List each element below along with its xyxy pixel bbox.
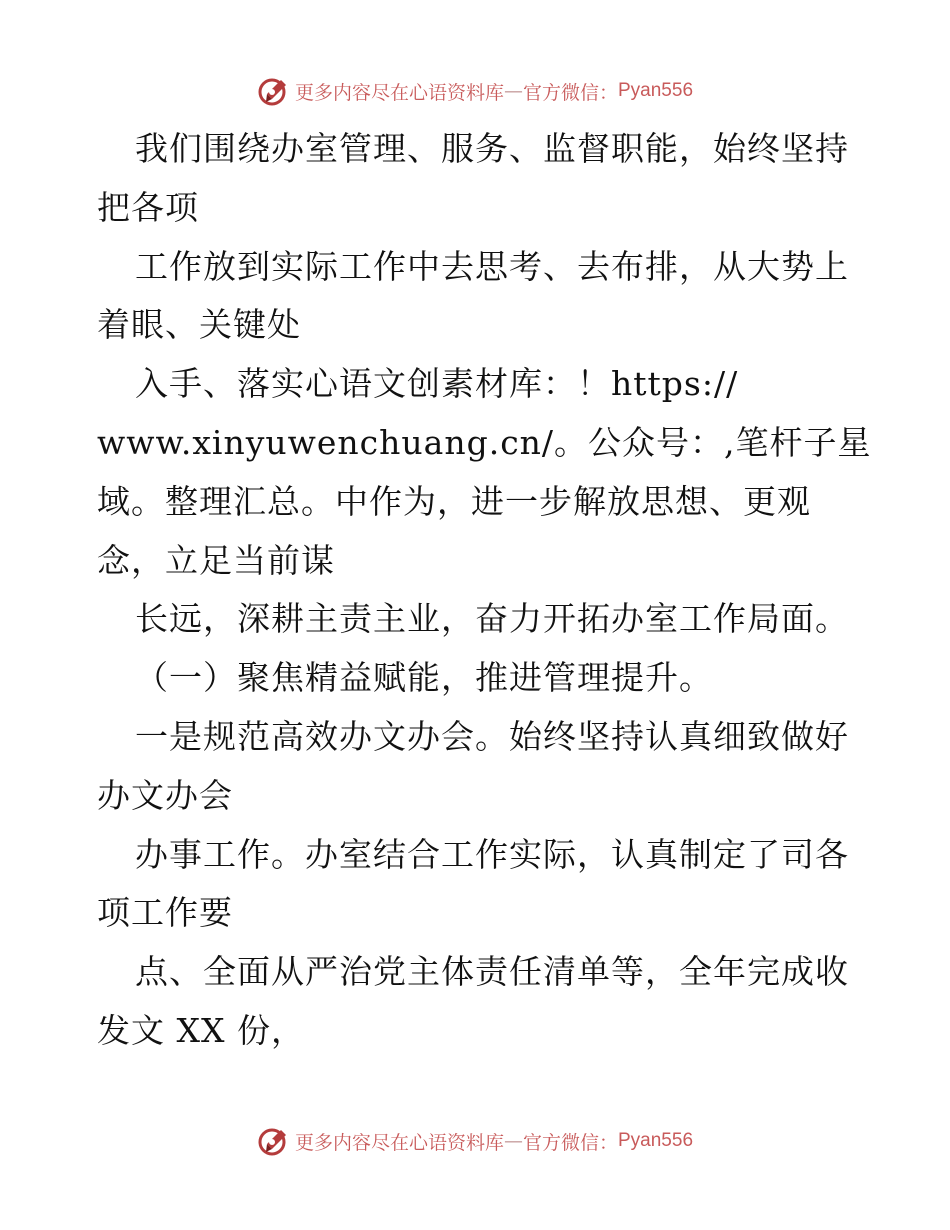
- banner-site-text: 更多内容尽在心语资料库: [294, 81, 504, 104]
- pen-nib-circle-icon: [257, 74, 291, 108]
- document-body: [97, 120, 872, 1061]
- body-line: 一是规范高效办文办会。始终坚持认真细致做好: [135, 716, 849, 756]
- body-line: 我们围绕办室管理、服务、监督职能，始终坚持: [135, 129, 849, 168]
- banner-official-label: 官方微信：: [522, 81, 618, 104]
- footer-banner[interactable]: [0, 1121, 950, 1161]
- header-banner[interactable]: [0, 71, 950, 111]
- banner-dash: —: [503, 1130, 523, 1152]
- banner-dash: —: [503, 80, 523, 102]
- body-line: 长远，深耕主责主业，奋力开拓办室工作局面。: [135, 599, 849, 639]
- body-line: 办事工作。办室结合工作实际，认真制定了司各: [135, 834, 849, 874]
- banner-wechat-id: Pyan556: [618, 1130, 694, 1151]
- body-line: 工作放到实际工作中去思考、去布排，从大势上: [135, 246, 849, 286]
- banner-site-text: 更多内容尽在心语资料库: [294, 1131, 504, 1154]
- body-line: 着眼、关键处: [97, 305, 301, 345]
- banner-official-label: 官方微信：: [522, 1131, 618, 1154]
- body-line: 点、全面从严治党主体责任清单等，全年完成收: [135, 952, 849, 992]
- body-line: 把各项: [97, 187, 199, 227]
- body-line: 发文 XX 份，: [97, 1010, 305, 1050]
- banner-wechat-id: Pyan556: [618, 80, 694, 101]
- body-line: 入手、落实心语文创素材库：！https://: [135, 364, 739, 404]
- body-line: 域。整理汇总。中作为，进一步解放思想、更观: [97, 481, 811, 521]
- body-line: www.xinyuwenchuang.cn/。公众号：,笔杆子星: [97, 422, 872, 462]
- pen-nib-circle-icon: [257, 1124, 291, 1158]
- section-heading: （一）聚焦精益赋能，推进管理提升。: [135, 658, 713, 698]
- body-line: 项工作要: [97, 893, 233, 933]
- body-line: 念，立足当前谋: [97, 540, 335, 580]
- body-line: 办文办会: [97, 775, 233, 815]
